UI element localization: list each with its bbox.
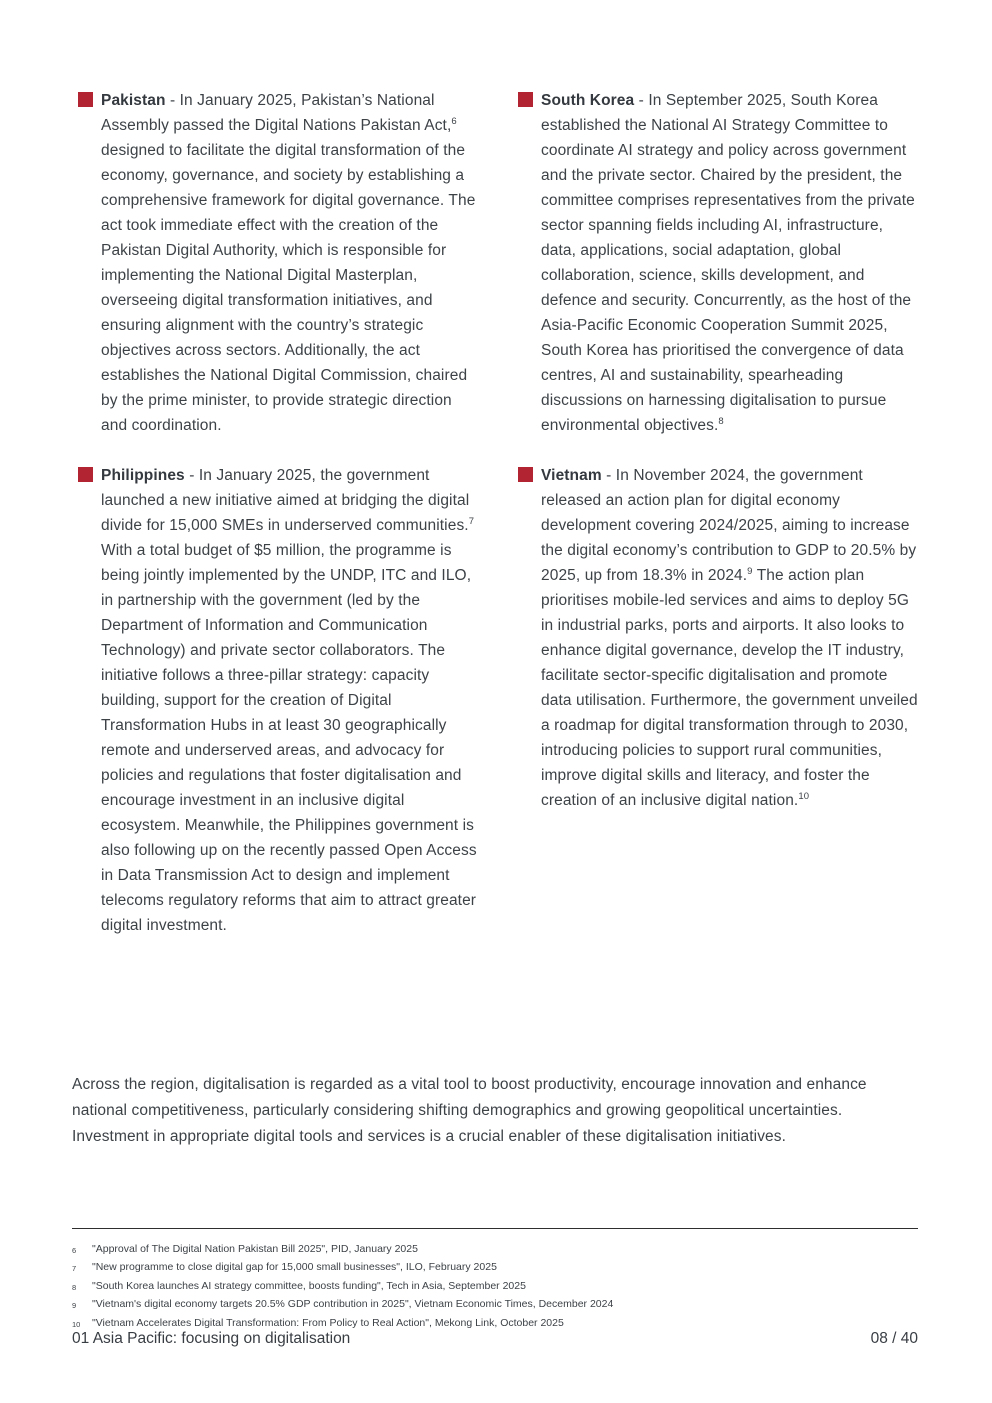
bullet-item-pakistan [78, 88, 480, 438]
footnote-row [72, 1296, 918, 1314]
country-separator: - [601, 467, 616, 484]
country-separator: - [165, 92, 180, 109]
bullet-text-south-korea [541, 88, 920, 438]
right-column [518, 88, 920, 963]
footnote-number: 6 [72, 1246, 77, 1255]
footnote-number: 10 [72, 1319, 81, 1329]
bullet-text-philippines [101, 463, 480, 938]
bullet-body: In November 2024, the government released an action plan for digital economy development covering 2024/2025, aiming to increase the digital economy’s contribution to GDP to 20.5% by 2025, up from 18.3% in 2024. [541, 467, 917, 584]
bullet-body: designed to facilitate the digital transformation of the economy, governance, and society by establishing a comprehensive framework for digital governance. The act took immediate effect with the creation of the Pakistan Digital Authority, which is responsible for implementing the National Digital Masterplan, overseeing digital transformation initiatives, and ensuring alignment with the country’s strategic objectives across sectors. Additionally, the act establishes the National Digital Commission, chaired by the prime minister, to provide strategic direction and coordination. [101, 142, 476, 434]
footnote-text: "New programme to close digital gap for 15,000 small businesses", ILO, February 2025 [92, 1261, 497, 1274]
bullet-body: In September 2025, South Korea established the National AI Strategy Committee to coordinate AI strategy and policy across government and the private sector. Chaired by the president, the committee comprises representatives from the private sector spanning fields including AI, infrastructure, data, applications, social adaptation, global collaboration, science, skills development, and defence and security. Concurrently, as the host of the Asia-Pacific Economic Cooperation Summit 2025, South Korea has prioritised the convergence of data centres, AI and sustainability, spearheading discussions on harnessing digitalisation to pursue environmental objectives. [541, 92, 915, 434]
bullet-square-icon [518, 467, 533, 482]
footnote-text: "Vietnam's digital economy targets 20.5% GDP contribution in 2025", Vietnam Economic Times, December 2024 [92, 1298, 614, 1311]
country-separator: - [184, 467, 199, 484]
footnote-row [72, 1241, 918, 1259]
bullet-body: In January 2025, Pakistan’s National Assembly passed the Digital Nations Pakistan Act, [101, 92, 452, 134]
footnote-ref-10: 10 [798, 790, 810, 802]
footnote-row [72, 1278, 918, 1296]
two-column-layout [78, 88, 920, 963]
closing-paragraph: Across the region, digitalisation is regarded as a vital tool to boost productivity, encourage innovation and enhance national competitiveness, particularly considering shifting demographics and growing geopolitical uncertainties. Investment in appropriate digital tools and services is a crucial enabler of these digitalisation initiatives. [72, 1076, 867, 1145]
footnote-row [72, 1259, 918, 1277]
country-name: Vietnam [541, 467, 602, 484]
bullet-text-vietnam [541, 463, 920, 813]
footnote-ref-7: 7 [468, 515, 475, 527]
footnote-number: 9 [72, 1301, 77, 1311]
bullet-section [78, 88, 920, 963]
footnote-ref-6: 6 [451, 115, 457, 127]
country-name: South Korea [541, 92, 635, 109]
bullet-item-philippines [78, 463, 480, 938]
footnotes-section [72, 1228, 918, 1333]
country-name: Philippines [101, 467, 185, 484]
bullet-item-south-korea [518, 88, 920, 438]
country-name: Pakistan [101, 92, 166, 109]
country-separator: - [634, 92, 649, 109]
left-column [78, 88, 480, 963]
footnote-text: "Vietnam Accelerates Digital Transformation: From Policy to Real Action", Mekong Link, October 2025 [92, 1316, 564, 1329]
bullet-square-icon [78, 467, 93, 482]
footnote-number: 7 [72, 1264, 77, 1274]
bullet-item-vietnam [518, 463, 920, 813]
footer-page-number: 08 / 40 [870, 1330, 918, 1347]
footnote-text: "Approval of The Digital Nation Pakistan Bill 2025", PID, January 2025 [92, 1243, 418, 1255]
bullet-square-icon [518, 92, 533, 107]
bullet-body: In January 2025, the government launched a new initiative aimed at bridging the digital divide for 15,000 SMEs in underserved communities. [101, 467, 470, 534]
bullet-body: With a total budget of $5 million, the programme is being jointly implemented by the UNDP, ITC and ILO, in partnership with the government (led by the Department of Information and Communication Technology) and private sector collaborators. The initiative follows a three-pillar strategy: capacity building, support for the creation of Digital Transformation Hubs in at least 30 geographically remote and underserved areas, and advocacy for policies and regulations that foster digitalisation and encourage investment in an inclusive digital ecosystem. Meanwhile, the Philippines government is also following up on the recently passed Open Access in Data Transmission Act to design and implement telecoms regulatory reforms that aim to attract greater digital investment. [101, 542, 477, 934]
page-footer [72, 1330, 918, 1348]
footnote-ref-8: 8 [718, 415, 724, 427]
footer-section-title: 01 Asia Pacific: focusing on digitalisation [72, 1330, 351, 1347]
footnote-number: 8 [72, 1282, 77, 1292]
bullet-square-icon [78, 92, 93, 107]
bullet-text-pakistan [101, 88, 480, 438]
bullet-body: The action plan prioritises mobile-led services and aims to deploy 5G in industrial parks, ports and airports. It also looks to enhance digital governance, develop the IT industry, facilitate sector-specific digitalisation and promote data utilisation. Furthermore, the government unveiled a roadmap for digital transformation through to 2030, introducing policies to support rural communities, improve digital skills and literacy, and foster the creation of an inclusive digital nation. [541, 567, 918, 809]
footnote-text: "South Korea launches AI strategy committee, boosts funding", Tech in Asia, September 2025 [92, 1279, 526, 1292]
footnote-ref-9: 9 [747, 565, 753, 577]
